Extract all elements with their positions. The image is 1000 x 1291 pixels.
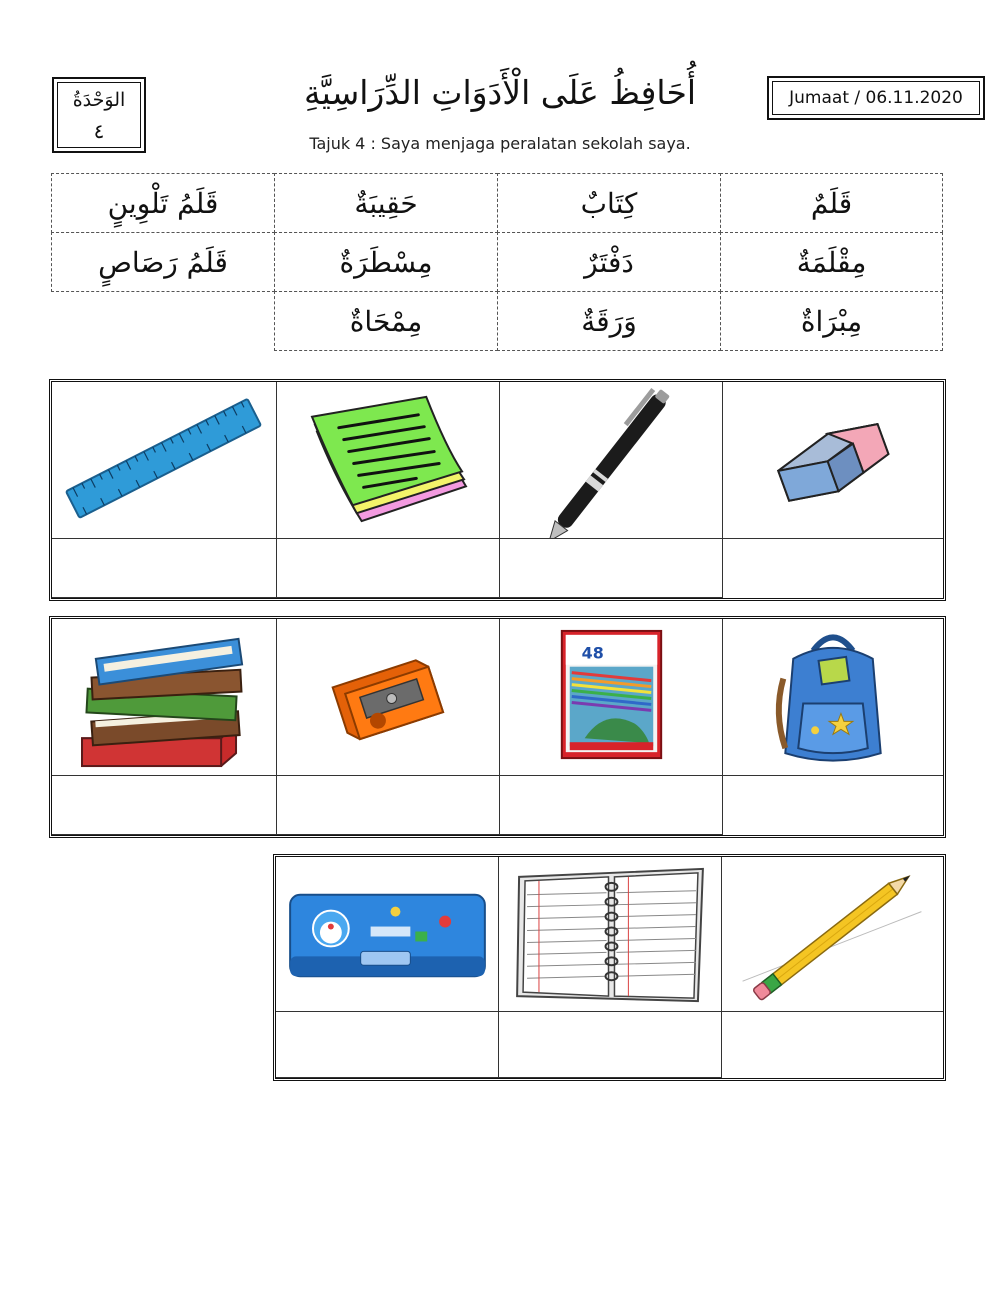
answer-cell[interactable] [722, 1012, 943, 1078]
picture-cell [276, 857, 499, 1012]
word-cell[interactable]: حَقِيبَةٌ [274, 173, 498, 233]
picture-cell [722, 857, 943, 1012]
answer-cell[interactable] [499, 1012, 722, 1078]
word-cell[interactable]: مِمْحَاةٌ [274, 291, 498, 351]
picture-cell [723, 382, 943, 539]
word-cell[interactable]: مِقْلَمَةٌ [720, 232, 943, 292]
color-pencils-picture [500, 619, 722, 775]
picture-cell [52, 382, 277, 539]
ruler-picture [52, 382, 276, 538]
sharpener-picture [277, 619, 499, 775]
picture-cell [723, 619, 943, 776]
word-cell[interactable]: كِتَابٌ [497, 173, 721, 233]
notebook-picture [499, 857, 721, 1011]
answer-cell[interactable] [723, 539, 943, 598]
color-pencils-box-text: 48 [581, 643, 604, 663]
word-cell[interactable]: مِسْطَرَةٌ [274, 232, 498, 292]
picture-cell [500, 382, 723, 539]
school-bag-picture [723, 619, 943, 775]
word-cell[interactable]: قَلَمُ رَصَاصٍ [51, 232, 275, 292]
answer-cell[interactable] [277, 776, 500, 835]
date-text: Jumaat / 06.11.2020 [789, 88, 963, 108]
picture-grid-2 [49, 616, 946, 838]
eraser-picture [723, 382, 943, 538]
pencil-picture [722, 857, 943, 1011]
date-box [767, 76, 985, 120]
pencil-case-picture [276, 857, 498, 1011]
picture-cell [277, 619, 500, 776]
word-cell[interactable]: قَلَمٌ [720, 173, 943, 233]
page-title: أُحَافِظُ عَلَى الْأَدَوَاتِ الدِّرَاسِيَّةِ [303, 73, 697, 112]
word-cell[interactable]: وَرَقَةٌ [497, 291, 721, 351]
answer-cell[interactable] [277, 539, 500, 598]
pen-picture [500, 382, 722, 538]
picture-grid-3 [273, 854, 946, 1081]
word-cell[interactable]: مِبْرَاةٌ [720, 291, 943, 351]
picture-cell [499, 857, 722, 1012]
picture-cell [277, 382, 500, 539]
picture-cell [52, 619, 277, 776]
page-subtitle: Tajuk 4 : Saya menjaga peralatan sekolah saya. [309, 134, 691, 153]
answer-cell[interactable] [276, 1012, 499, 1078]
unit-box [52, 77, 146, 153]
paper-picture [277, 382, 499, 538]
word-cell[interactable]: دَفْتَرٌ [497, 232, 721, 292]
answer-cell[interactable] [52, 539, 277, 598]
answer-cell[interactable] [500, 776, 723, 835]
answer-cell[interactable] [52, 776, 277, 835]
answer-cell[interactable] [500, 539, 723, 598]
books-picture [52, 619, 276, 775]
word-cell[interactable]: قَلَمُ تَلْوِينٍ [51, 173, 275, 233]
unit-label: الوَحْدَةُ [72, 89, 126, 111]
answer-cell[interactable] [723, 776, 943, 835]
picture-cell [500, 619, 723, 776]
picture-grid-1 [49, 379, 946, 601]
unit-number: ٤ [93, 119, 105, 143]
